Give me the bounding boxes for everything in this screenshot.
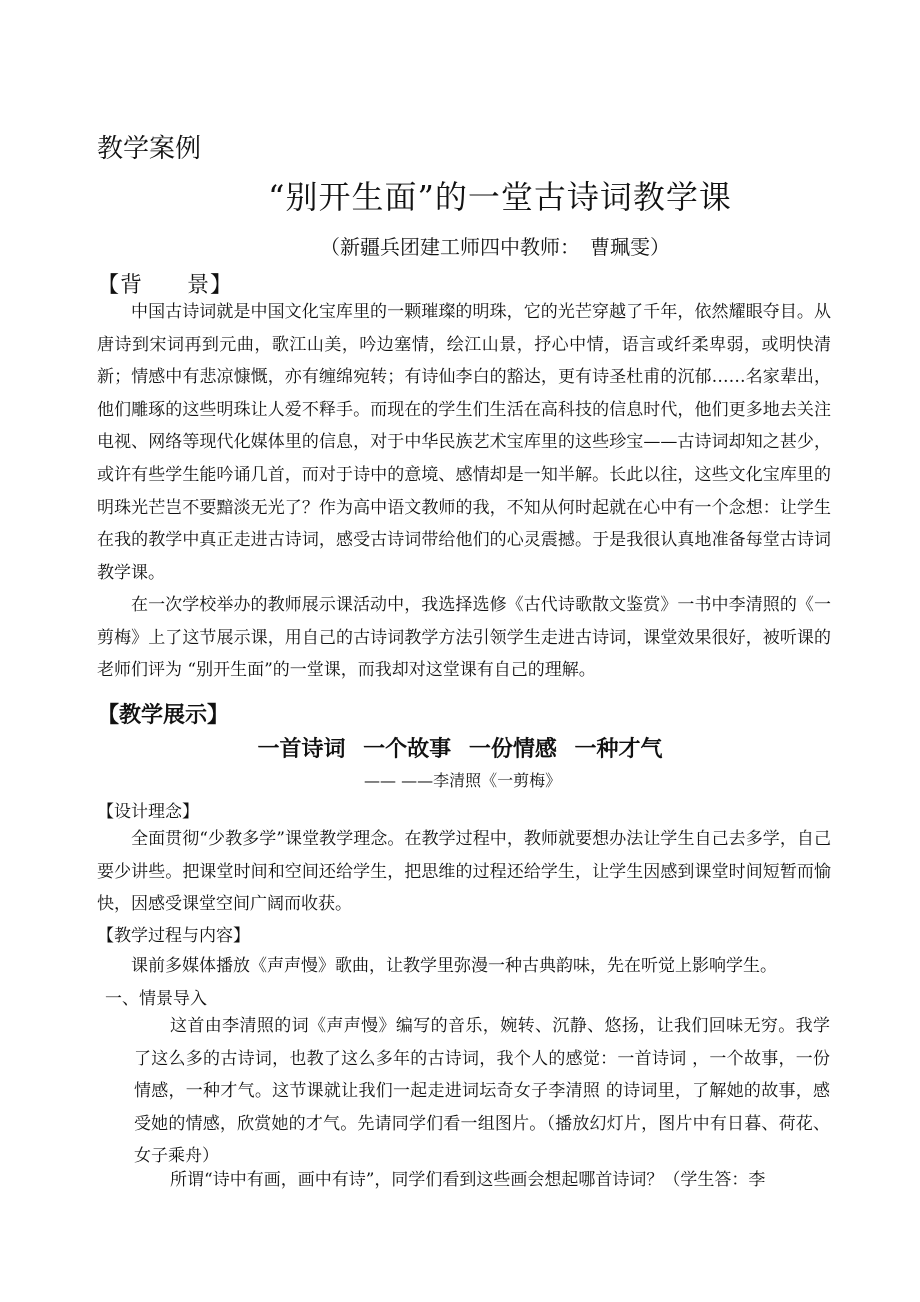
process-paragraph: 课前多媒体播放《声声慢》歌曲，让教学里弥漫一种古典韵味，先在听觉上影响学生。 xyxy=(131,956,777,976)
intro-paragraph-1: 这首由李清照的词《声声慢》编写的音乐，婉转、沉静、悠扬，让我们回味无穷。我学了这么多的古诗词，也教了这么多年的古诗词，我个人的感觉：一首诗词 ，一个故事，一份情感，一种才气。这节课就让我们一起走进词坛奇女子李清照 的诗词里，了解她的故事，感受她的情感，欣赏她的才气。先请同学们看一组图片。（播放幻灯片，图片中有日暮、荷花、女子乘舟） xyxy=(134,1016,830,1167)
subtitle-part: 一个故事 xyxy=(363,737,452,762)
doc-byline: （新疆兵团建工师四中教师： 曹珮雯） xyxy=(320,235,670,259)
background-heading xyxy=(97,268,233,299)
subtitle-part: 一首诗词 xyxy=(257,737,346,762)
process-heading: 【教学过程与内容】 xyxy=(97,926,250,946)
poem-source: —— ——李清照《一剪梅》 xyxy=(364,771,562,790)
intro-heading: 一、情景导入 xyxy=(105,989,207,1009)
design-paragraph: 全面贯彻“少教多学”课堂教学理念。在教学过程中，教师就要想办法让学生自己去多学，自己要少讲些。把课堂时间和空间还给学生，把思维的过程还给学生，让学生因感到课堂时间短暂而愉快，因感受课堂空间广阔而收获。 xyxy=(97,829,831,915)
design-heading: 【设计理念】 xyxy=(97,802,199,822)
intro-paragraph-2: 所谓“诗中有画，画中有诗”，同学们看到这些画会想起哪首诗词？（学生答：李 xyxy=(170,1170,766,1190)
showcase-subtitle xyxy=(0,732,920,763)
showcase-heading: 【教学展示】 xyxy=(97,703,230,728)
background-heading-left: 【背 xyxy=(97,273,144,298)
doc-label: 教学案例 xyxy=(97,134,202,164)
subtitle-part: 一份情感 xyxy=(468,737,557,762)
subtitle-part: 一种才气 xyxy=(574,737,663,762)
background-paragraph-2: 在一次学校举办的教师展示课活动中，我选择选修《古代诗歌散文鉴赏》一书中李清照的《一剪梅》上了这节展示课，用自己的古诗词教学方法引领学生走进古诗词，课堂效果很好，被听课的老师们评为 “别开生面”的一堂课，而我却对这堂课有自己的理解。 xyxy=(97,595,831,681)
doc-title: “别开生面”的一堂古诗词教学课 xyxy=(268,178,732,216)
background-paragraph-1: 中国古诗词就是中国文化宝库里的一颗璀璨的明珠，它的光芒穿越了千年，依然耀眼夺目。从唐诗到宋词再到元曲，歌江山美，吟边塞情，绘江山景，抒心中情，语言或纤柔卑弱，或明快清新；情感中有悲凉慷慨，亦有缠绵宛转；有诗仙李白的豁达，更有诗圣杜甫的沉郁……名家辈出，他们雕琢的这些明珠让人爱不释手。而现在的学生们生活在高科技的信息时代，他们更多地去关注电视、网络等现代化媒体里的信息，对于中华民族艺术宝库里的这些珍宝——古诗词却知之甚少，或许有些学生能吟诵几首，而对于诗中的意境、感情却是一知半解。长此以往，这些文化宝库里的明珠光芒岂不要黯淡无光了？作为高中语文教师的我，不知从何时起就在心中有一个念想：让学生在我的教学中真正走进古诗词，感受古诗词带给他们的心灵震撼。于是我很认真地准备每堂古诗词教学课。 xyxy=(97,302,831,583)
background-heading-right: 景】 xyxy=(187,273,234,298)
